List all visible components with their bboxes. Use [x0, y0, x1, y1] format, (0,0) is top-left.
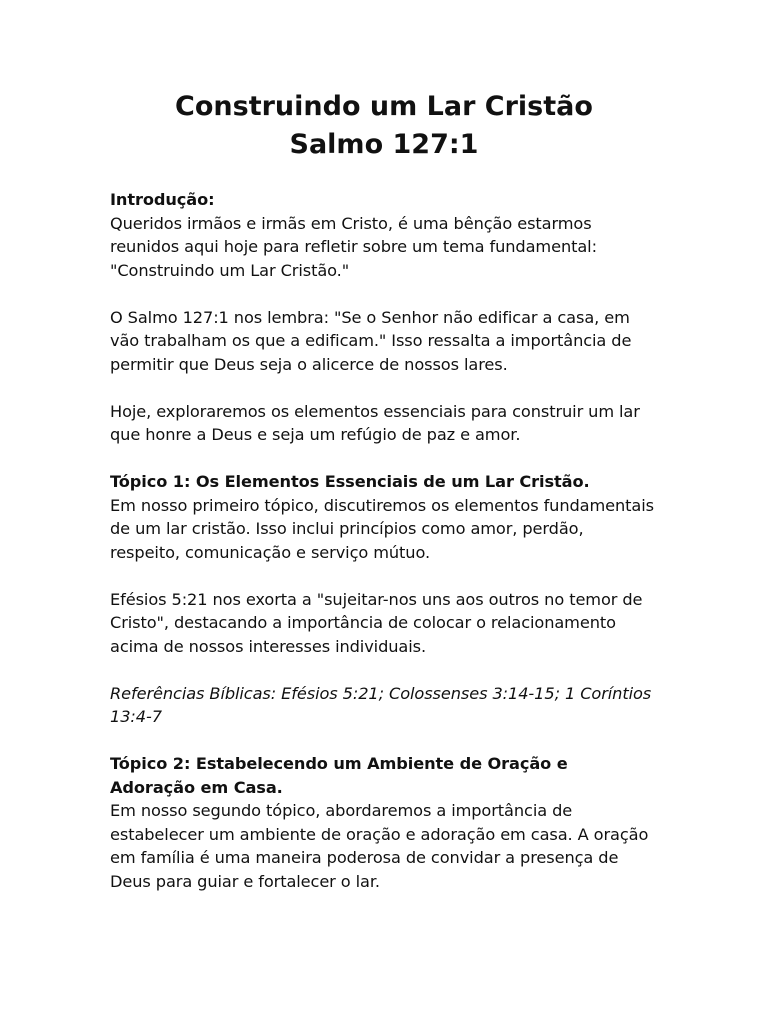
- intro-paragraph-2: O Salmo 127:1 nos lembra: "Se o Senhor não edificar a casa, em vão trabalham os que a edificam." Isso ressalta a importância de permitir que Deus seja o alicerce de nossos lares.: [110, 307, 632, 374]
- topic1-paragraph-2: Efésios 5:21 nos exorta a "sujeitar-nos uns aos outros no temor de Cristo", destacando a importância de colocar o relacionamento acima de nossos interesses individuais.: [110, 589, 643, 656]
- intro-heading: Introdução:: [110, 190, 215, 209]
- page-title: Construindo um Lar Cristão: [175, 91, 593, 122]
- topic2-paragraph-1: [110, 752, 658, 893]
- topic1-heading: Tópico 1: Os Elementos Essenciais de um Lar Cristão.: [110, 472, 590, 491]
- intro-paragraph-1: [110, 188, 658, 282]
- topic2-heading: Tópico 2: Estabelecendo um Ambiente de Oração e Adoração em Casa.: [110, 754, 568, 797]
- intro-text-1: Queridos irmãos e irmãs em Cristo, é uma bênção estarmos reunidos aqui hoje para refletir sobre um tema fundamental: "Construindo um Lar Cristão.": [110, 213, 597, 280]
- topic2-text-1: Em nosso segundo tópico, abordaremos a importância de estabelecer um ambiente de oração e adoração em casa. A oração em família é uma maneira poderosa de convidar a presença de Deus para guiar e fortalecer o lar.: [110, 801, 649, 891]
- topic1-references: Referências Bíblicas: Efésios 5:21; Colossenses 3:14-15; 1 Coríntios 13:4-7: [110, 683, 652, 726]
- intro-paragraph-3: Hoje, exploraremos os elementos essenciais para construir um lar que honre a Deus e seja um refúgio de paz e amor.: [110, 401, 640, 444]
- topic1-text-1: Em nosso primeiro tópico, discutiremos os elementos fundamentais de um lar cristão. Isso inclui princípios como amor, perdão, respeito, comunicação e serviço mútuo.: [110, 495, 654, 562]
- page-subtitle: Salmo 127:1: [289, 129, 479, 160]
- document-page: [110, 88, 658, 917]
- title-block: [110, 88, 658, 164]
- topic1-paragraph-1: [110, 470, 658, 564]
